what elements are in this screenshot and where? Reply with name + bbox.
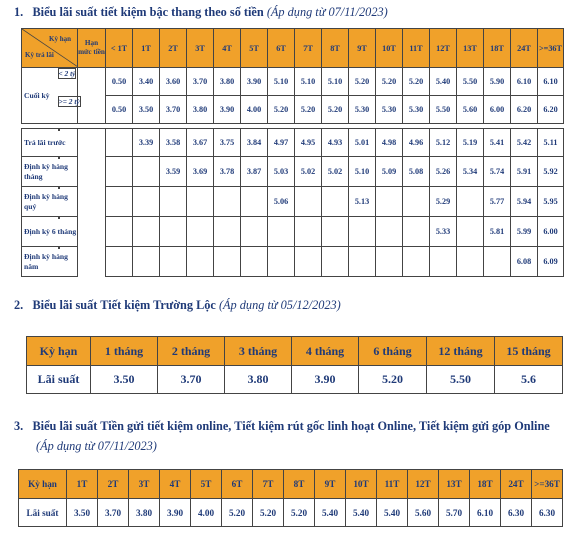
table-row	[22, 187, 564, 217]
rate-cell: 5.03	[268, 157, 295, 187]
rate-cell: 5.99	[511, 217, 538, 247]
rate-cell: 4.00	[241, 96, 268, 124]
rate-cell	[241, 217, 268, 247]
corner-ky-han: Kỳ hạn	[49, 35, 71, 43]
table-row	[27, 366, 563, 394]
section-3-number: 3.	[14, 419, 24, 433]
tier-cell	[58, 129, 60, 131]
rate-cell	[106, 157, 133, 187]
table-row	[19, 499, 563, 527]
rate-cell: 5.70	[439, 499, 470, 527]
rate-cell	[457, 187, 484, 217]
rate-cell: 4.96	[403, 129, 430, 157]
rate-cell: 3.80	[225, 366, 292, 394]
rate-cell: 3.70	[187, 68, 214, 96]
term-header-cell: 12T	[430, 29, 457, 68]
rate-cell: 3.90	[241, 68, 268, 96]
table-header-row	[27, 337, 563, 366]
section-2-title: Biểu lãi suất Tiết kiệm Trường Lộc	[32, 298, 216, 312]
rate-cell: 5.30	[403, 96, 430, 124]
rate-cell	[187, 187, 214, 217]
rate-cell: 5.20	[268, 96, 295, 124]
rate-cell	[376, 217, 403, 247]
rate-cell: 6.30	[532, 499, 563, 527]
rate-cell: 4.93	[322, 129, 349, 157]
rate-cell	[133, 217, 160, 247]
section-2-number: 2.	[14, 298, 24, 312]
term-header-cell: 3T	[129, 470, 160, 499]
rate-cell: 5.41	[484, 129, 511, 157]
rate-cell: 5.40	[377, 499, 408, 527]
section-2-note: (Áp dụng từ 05/12/2023)	[218, 298, 341, 312]
rate-cell: 5.50	[457, 68, 484, 96]
rate-cell: 3.50	[91, 366, 158, 394]
rate-cell: 5.10	[268, 68, 295, 96]
rate-cell: 5.20	[359, 366, 427, 394]
rate-cell: 5.06	[268, 187, 295, 217]
rate-cell: 5.50	[427, 366, 495, 394]
rate-cell: 3.60	[160, 68, 187, 96]
rate-cell: 5.13	[349, 187, 376, 217]
rate-cell: 0.50	[106, 68, 133, 96]
rate-cell	[430, 247, 457, 277]
term-header-cell: 5T	[241, 29, 268, 68]
rate-cell: 4.95	[295, 129, 322, 157]
rate-cell: 6.00	[538, 217, 564, 247]
rate-cell	[241, 187, 268, 217]
rate-cell	[484, 247, 511, 277]
rate-cell: 5.10	[295, 68, 322, 96]
term-header-cell: 3 tháng	[225, 337, 292, 366]
rate-cell: 3.39	[133, 129, 160, 157]
rate-cell: 5.81	[484, 217, 511, 247]
tier-cell	[58, 217, 60, 219]
section-1-note: (Áp dụng từ 07/11/2023)	[266, 5, 388, 19]
rate-cell	[376, 187, 403, 217]
rate-cell: 5.20	[322, 96, 349, 124]
table-row	[22, 247, 564, 277]
table-row	[22, 68, 564, 96]
term-header-cell: 8T	[284, 470, 315, 499]
section-3-title: Biểu lãi suất Tiền gửi tiết kiệm online, Tiết kiệm rút gốc linh hoạt Online, Tiết kiệm gửi góp Online	[32, 419, 550, 433]
term-header-cell: 6T	[268, 29, 295, 68]
rate-cell: 5.34	[457, 157, 484, 187]
rate-cell: 5.10	[349, 157, 376, 187]
term-header-cell: 4T	[214, 29, 241, 68]
rate-cell: 3.70	[98, 499, 129, 527]
term-header-cell: 13T	[439, 470, 470, 499]
term-header-cell: 2T	[98, 470, 129, 499]
rate-cell: 5.50	[430, 96, 457, 124]
term-header-cell: 1T	[67, 470, 98, 499]
term-header-cell: 2 tháng	[158, 337, 225, 366]
term-header-cell: 13T	[457, 29, 484, 68]
rate-cell: 3.80	[129, 499, 160, 527]
tier-cell	[58, 247, 60, 249]
rate-cell: 5.10	[322, 68, 349, 96]
term-header-cell: 7T	[253, 470, 284, 499]
term-header-cell: 11T	[377, 470, 408, 499]
rate-cell: 5.20	[376, 68, 403, 96]
rate-cell: 5.30	[349, 96, 376, 124]
term-header-cell: 9T	[315, 470, 346, 499]
rate-cell	[268, 217, 295, 247]
rate-cell: 5.20	[349, 68, 376, 96]
section-3-note: (Áp dụng từ 07/11/2023)	[36, 439, 157, 453]
term-header-label: Kỳ hạn	[27, 337, 91, 366]
term-header-cell: 4 tháng	[292, 337, 359, 366]
rate-cell: 5.26	[430, 157, 457, 187]
rate-cell: 3.84	[241, 129, 268, 157]
rate-cell	[376, 247, 403, 277]
rate-cell	[133, 187, 160, 217]
rate-cell: 3.80	[187, 96, 214, 124]
term-header-cell: 15 tháng	[495, 337, 563, 366]
rate-cell	[160, 187, 187, 217]
rate-cell	[349, 247, 376, 277]
row-label-cell: Trả lãi trước	[22, 129, 78, 157]
term-header-cell: 24T	[501, 470, 532, 499]
tier-cell: >= 2 tỷ	[58, 96, 80, 106]
rate-cell	[160, 217, 187, 247]
table-row	[22, 157, 564, 187]
term-header-cell: 12T	[408, 470, 439, 499]
rate-cell	[322, 247, 349, 277]
rate-cell: 3.90	[292, 366, 359, 394]
rate-cell	[349, 217, 376, 247]
term-header-cell: 11T	[403, 29, 430, 68]
rate-cell	[133, 247, 160, 277]
rate-cell: 5.08	[403, 157, 430, 187]
rate-cell: 6.10	[511, 68, 538, 96]
table-header-row	[22, 29, 564, 68]
term-header-cell: 18T	[470, 470, 501, 499]
corner-header-cell	[22, 29, 78, 68]
rate-cell: 5.33	[430, 217, 457, 247]
rate-cell: 5.74	[484, 157, 511, 187]
rate-cell: 6.20	[511, 96, 538, 124]
corner-ky-tra-lai: Kỳ trả lãi	[25, 51, 54, 59]
rate-cell: 0.50	[106, 96, 133, 124]
rate-cell: 5.6	[495, 366, 563, 394]
rate-cell: 5.20	[403, 68, 430, 96]
rate-cell: 5.12	[430, 129, 457, 157]
tier-cell	[58, 157, 60, 159]
rate-cell: 5.11	[538, 129, 564, 157]
rate-cell: 5.40	[346, 499, 377, 527]
tiered-rate-table	[21, 28, 564, 277]
rate-cell: 5.20	[253, 499, 284, 527]
rate-cell	[106, 217, 133, 247]
rate-cell: 3.70	[158, 366, 225, 394]
rate-cell	[403, 247, 430, 277]
rate-cell: 3.58	[160, 129, 187, 157]
rate-cell: 5.29	[430, 187, 457, 217]
term-header-cell: 2T	[160, 29, 187, 68]
rate-cell: 6.20	[538, 96, 564, 124]
rate-cell	[214, 187, 241, 217]
term-header-cell: 10T	[376, 29, 403, 68]
rate-cell: 5.77	[484, 187, 511, 217]
rate-cell: 6.00	[484, 96, 511, 124]
rate-cell: 3.67	[187, 129, 214, 157]
rate-cell	[322, 217, 349, 247]
section-1-title: Biểu lãi suất tiết kiệm bậc thang theo số tiền	[32, 5, 264, 19]
rate-cell: 3.50	[67, 499, 98, 527]
table-row	[22, 96, 564, 124]
rate-cell: 6.09	[538, 247, 564, 277]
rate-cell	[106, 187, 133, 217]
rate-cell: 5.42	[511, 129, 538, 157]
rate-cell	[241, 247, 268, 277]
term-header-cell: >=36T	[532, 470, 563, 499]
term-header-cell: 8T	[322, 29, 349, 68]
rate-cell: 5.20	[222, 499, 253, 527]
rate-cell: 5.91	[511, 157, 538, 187]
term-header-cell: 10T	[346, 470, 377, 499]
rate-cell: 6.30	[501, 499, 532, 527]
rate-cell	[187, 247, 214, 277]
tier-cell: < 2 tỷ	[58, 69, 76, 78]
rate-cell: 5.30	[376, 96, 403, 124]
rate-cell: 3.50	[133, 96, 160, 124]
rate-row-label: Lãi suất	[27, 366, 91, 394]
rate-cell	[133, 157, 160, 187]
rate-cell: 5.94	[511, 187, 538, 217]
rate-cell: 5.02	[322, 157, 349, 187]
rate-cell: 3.78	[214, 157, 241, 187]
section-1-heading	[14, 5, 388, 20]
truong-loc-rate-table	[26, 336, 563, 394]
rate-cell: 3.90	[160, 499, 191, 527]
row-label-cell: Định kỳ hàng quý	[22, 187, 78, 217]
rate-cell	[403, 187, 430, 217]
rate-cell	[187, 217, 214, 247]
rate-cell	[457, 247, 484, 277]
rate-cell: 3.59	[160, 157, 187, 187]
rate-cell	[457, 217, 484, 247]
term-header-cell: 6 tháng	[359, 337, 427, 366]
rate-cell: 5.40	[315, 499, 346, 527]
term-header-cell: 3T	[187, 29, 214, 68]
rate-cell: 5.92	[538, 157, 564, 187]
rate-cell	[403, 217, 430, 247]
term-header-cell: 7T	[295, 29, 322, 68]
rate-cell	[214, 217, 241, 247]
row-label-cell: Định kỳ 6 tháng	[22, 217, 78, 247]
rate-cell: 4.00	[191, 499, 222, 527]
term-header-cell: 24T	[511, 29, 538, 68]
rate-cell	[295, 217, 322, 247]
term-header-cell: 1T	[133, 29, 160, 68]
rate-cell: 3.87	[241, 157, 268, 187]
term-header-cell: 6T	[222, 470, 253, 499]
rate-cell	[295, 247, 322, 277]
rate-cell	[106, 247, 133, 277]
rate-cell	[160, 247, 187, 277]
rate-cell: 5.40	[430, 68, 457, 96]
rate-cell: 5.19	[457, 129, 484, 157]
rate-cell	[268, 247, 295, 277]
rate-cell	[295, 187, 322, 217]
rate-cell	[214, 247, 241, 277]
row-label-cell: Định kỳ hàng tháng	[22, 157, 78, 187]
rate-row-label: Lãi suất	[19, 499, 67, 527]
term-header-cell: 9T	[349, 29, 376, 68]
rate-cell: 4.97	[268, 129, 295, 157]
tier-header-cell: Hạn mức tiền	[78, 29, 106, 68]
term-header-cell: 18T	[484, 29, 511, 68]
section-3-heading	[14, 419, 550, 434]
rate-cell: 5.02	[295, 157, 322, 187]
rate-cell	[322, 187, 349, 217]
term-header-cell: 4T	[160, 470, 191, 499]
rate-cell	[106, 129, 133, 157]
rate-cell: 5.95	[538, 187, 564, 217]
row-label-cell: Cuối kỳ	[22, 68, 78, 124]
section-2-heading	[14, 298, 341, 313]
tier-cell	[58, 187, 60, 189]
term-header-cell: 5T	[191, 470, 222, 499]
rate-cell: 5.90	[484, 68, 511, 96]
rate-cell: 4.98	[376, 129, 403, 157]
rate-cell: 3.40	[133, 68, 160, 96]
rate-cell: 6.10	[538, 68, 564, 96]
term-header-cell: >=36T	[538, 29, 564, 68]
rate-cell: 3.75	[214, 129, 241, 157]
rate-cell: 3.70	[160, 96, 187, 124]
section-1-number: 1.	[14, 5, 24, 19]
term-header-cell: < 1T	[106, 29, 133, 68]
table-row	[22, 129, 564, 157]
term-header-label: Kỳ hạn	[19, 470, 67, 499]
rate-cell: 5.20	[295, 96, 322, 124]
rate-cell: 5.20	[284, 499, 315, 527]
term-header-cell: 1 tháng	[91, 337, 158, 366]
online-rate-table	[18, 469, 563, 527]
table-row	[22, 217, 564, 247]
row-label-cell: Định kỳ hàng năm	[22, 247, 78, 277]
rate-cell: 3.80	[214, 68, 241, 96]
rate-cell: 5.09	[376, 157, 403, 187]
rate-cell: 6.08	[511, 247, 538, 277]
rate-cell: 3.90	[214, 96, 241, 124]
rate-cell: 5.60	[408, 499, 439, 527]
rate-cell: 5.60	[457, 96, 484, 124]
term-header-cell: 12 tháng	[427, 337, 495, 366]
rate-cell: 3.69	[187, 157, 214, 187]
rate-cell: 5.01	[349, 129, 376, 157]
table-header-row	[19, 470, 563, 499]
rate-cell: 6.10	[470, 499, 501, 527]
